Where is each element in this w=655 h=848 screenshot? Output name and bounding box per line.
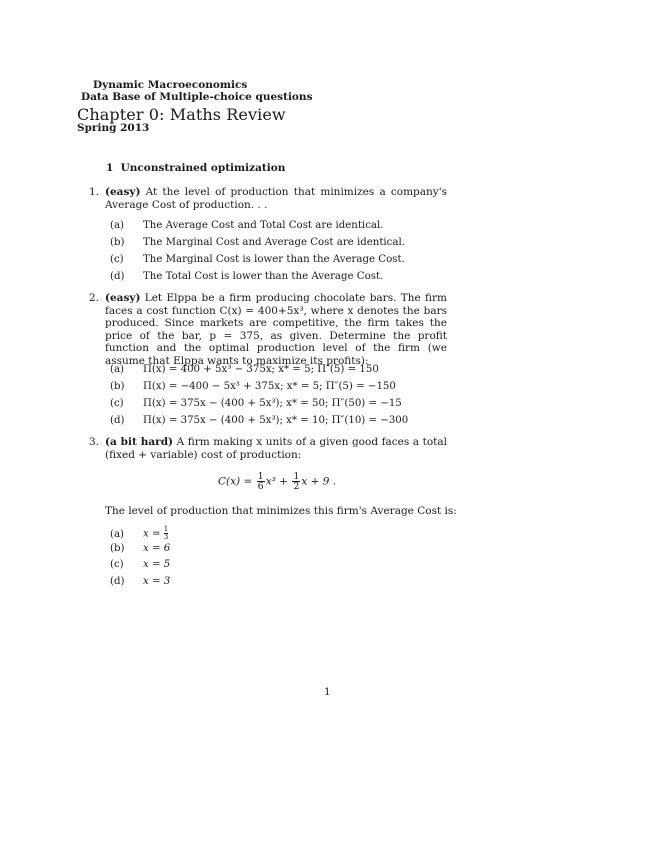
equation-fraction-1 [257, 472, 265, 491]
question-3-body: A firm making x units of a given good faces a total (fixed + variable) cost of production: [105, 436, 448, 461]
fraction-numerator: 1 [257, 471, 264, 482]
option-text: Π(x) = 400 + 5x³ − 375x; x* = 5; Π″(5) = 150 [143, 364, 379, 375]
chapter-number: Chapter 0: [77, 105, 165, 124]
database-title: Data Base of Multiple-choice questions [81, 91, 313, 103]
question-1-difficulty: (easy) [105, 186, 141, 198]
option-text: Π(x) = 375x − (400 + 5x³); x* = 50; Π″(50) = −15 [143, 398, 402, 409]
option-text: Π(x) = 375x − (400 + 5x³); x* = 10; Π″(10) = −300 [143, 415, 409, 426]
option-text: x = [143, 528, 161, 540]
option-label: (d) [110, 415, 125, 426]
course-title: Dynamic Macroeconomics [93, 79, 248, 91]
term-label: Spring 2013 [77, 122, 150, 134]
fraction-numerator: 1 [163, 525, 169, 533]
option-1c [110, 254, 405, 265]
option-label: (a) [110, 364, 125, 375]
question-3-followup: The level of production that minimizes this firm's Average Cost is: [105, 505, 457, 517]
fraction-denominator: 6 [257, 481, 264, 492]
option-2a [110, 364, 379, 375]
equation-lhs: C(x) = [218, 475, 253, 488]
equation-term-2: x + 9 . [301, 475, 337, 488]
option-text: The Marginal Cost and Average Cost are identical. [143, 237, 405, 248]
option-text: x = 3 [143, 576, 171, 587]
option-label: (d) [110, 271, 125, 282]
option-3d [110, 576, 170, 587]
question-3-text [105, 436, 447, 461]
option-label: (a) [110, 528, 125, 540]
page-number: 1 [324, 686, 331, 698]
fraction-numerator: 1 [293, 471, 300, 482]
option-1b [110, 237, 405, 248]
cost-equation [218, 472, 336, 491]
option-label: (d) [110, 576, 125, 587]
question-2-number: 2. [89, 292, 100, 304]
section-heading [106, 162, 285, 174]
option-2b [110, 381, 396, 392]
option-label: (b) [110, 237, 125, 248]
question-3-number: 3. [89, 436, 100, 448]
option-text: x = 6 [143, 543, 171, 554]
fraction-denominator: 2 [293, 481, 300, 492]
equation-fraction-2 [292, 472, 300, 491]
option-text: The Average Cost and Total Cost are identical. [143, 220, 384, 231]
option-label: (c) [110, 254, 124, 265]
option-3a [110, 526, 168, 541]
option-2d [110, 415, 408, 426]
option-text: x = 5 [143, 559, 171, 570]
question-2-body: Let Elppa be a firm producing chocolate bars. The firm faces a cost function C(x) = 400+5x³, where x denotes the bars produced. Since markets are competitive, the firm takes the price of the bar, p = 375, as given. Determine the profit function and the optimal production level of the firm (we assume that Elppa wants to maximize its profits): [105, 292, 447, 367]
chapter-title: Maths Review [169, 105, 286, 124]
question-1-number: 1. [89, 186, 100, 198]
question-2-difficulty: (easy) [105, 292, 141, 304]
option-label: (a) [110, 220, 125, 231]
question-3-difficulty: (a bit hard) [105, 436, 173, 448]
option-1a [110, 220, 383, 231]
option-fraction [164, 526, 168, 541]
option-text: The Marginal Cost is lower than the Average Cost. [143, 254, 405, 265]
option-label: (c) [110, 559, 124, 570]
option-3b [110, 543, 170, 554]
option-2c [110, 398, 402, 409]
fraction-denominator: 3 [163, 533, 169, 541]
option-1d [110, 271, 383, 282]
equation-term-1: x³ + [265, 475, 288, 488]
section-number: 1 [106, 162, 114, 174]
option-text: Π(x) = −400 − 5x³ + 375x; x* = 5; Π″(5) = −150 [143, 381, 396, 392]
question-2-text [105, 292, 447, 368]
section-title: Unconstrained optimization [120, 162, 286, 174]
option-text: The Total Cost is lower than the Average Cost. [143, 271, 384, 282]
question-1-text [105, 186, 447, 211]
option-label: (c) [110, 398, 124, 409]
option-label: (b) [110, 381, 125, 392]
option-label: (b) [110, 543, 125, 554]
question-1-body: At the level of production that minimizes a company's Average Cost of production. . . [105, 186, 447, 211]
option-3c [110, 559, 170, 570]
